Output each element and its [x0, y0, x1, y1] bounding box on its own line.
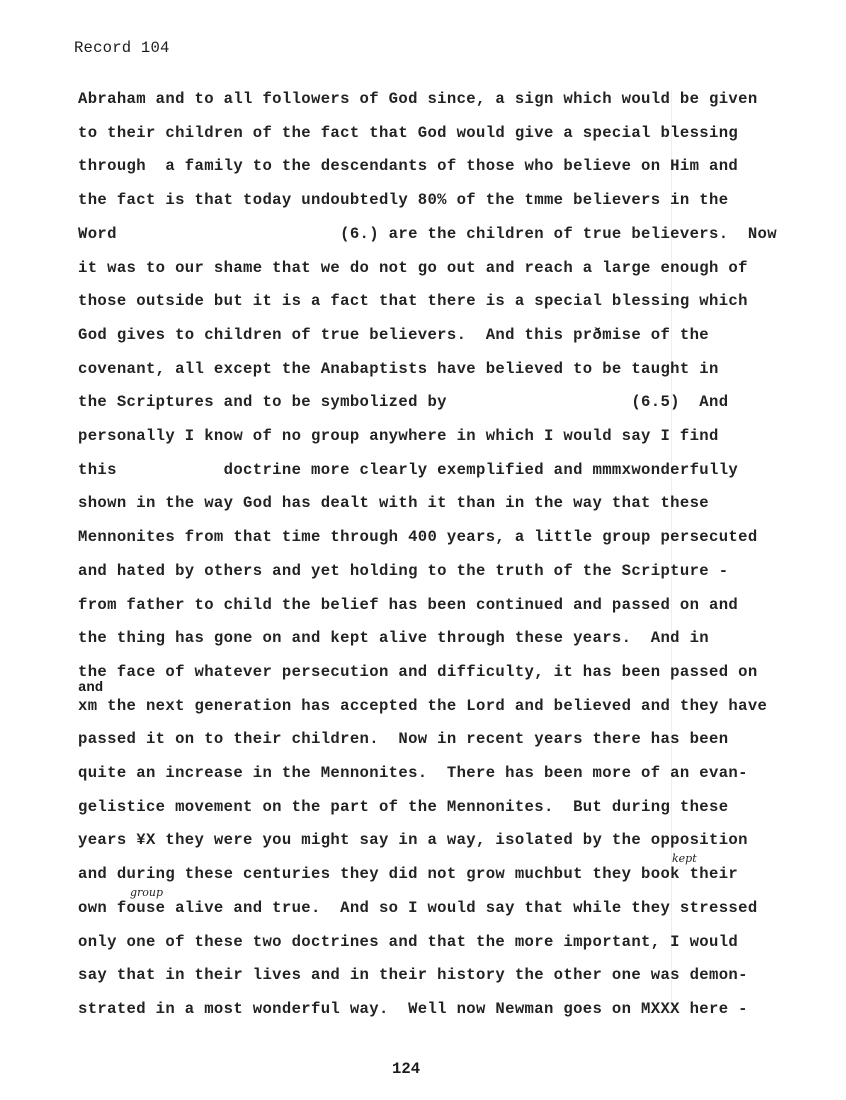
interlinear-insertion: and — [78, 680, 104, 696]
text-line: quite an increase in the Mennonites. There has been more of an evan- — [78, 764, 748, 782]
text-line: Mennonites from that time through 400 years, a little group persecuted — [78, 528, 758, 547]
record-header: Record 104 — [74, 39, 170, 57]
text-line: it was to our shame that we do not go out and reach a large enough of — [78, 258, 748, 277]
text-line: gelistice movement on the part of the Mennonites. But during these — [78, 797, 729, 816]
text-line: covenant, all except the Anabaptists have believed to be taught in — [78, 359, 719, 378]
text-line: to their children of the fact that God would give a special blessing — [78, 123, 739, 142]
text-line: and during these centuries they did not grow muchbut they book their — [78, 865, 739, 884]
text-line: only one of these two doctrines and that the more important, I would — [78, 932, 739, 951]
text-line: through a family to the descendants of those who believe on Him and — [78, 157, 739, 176]
text-line: from father to child the belief has been continued and passed on and — [78, 595, 739, 614]
text-line: the fact is that today undoubtedly 80% of the tmme believers in the — [78, 191, 729, 210]
text-line: the thing has gone on and kept alive through these years. And in — [78, 629, 710, 648]
text-line: passed it on to their children. Now in recent years there has been — [78, 730, 729, 749]
handwritten-correction-group: group — [130, 886, 164, 899]
text-line: God gives to children of true believers. And this prðmise of the — [78, 325, 710, 344]
text-line: this doctrine more clearly exemplified and mmmxwonderfully — [78, 460, 739, 479]
text-line: personally I know of no group anywhere in which I would say I find — [78, 427, 719, 445]
text-line: the face of whatever persecution and difficulty, it has been passed on — [78, 662, 758, 681]
handwritten-correction-kept: kept — [672, 852, 697, 865]
text-line: and hated by others and yet holding to the truth of the Scripture - — [78, 561, 729, 580]
text-line: Abraham and to all followers of God since, a sign which would be given — [78, 90, 758, 108]
text-line: Word (6.) are the children of true believers. Now — [78, 224, 777, 243]
text-line: say that in their lives and in their history the other one was demon- — [78, 966, 748, 985]
text-line: those outside but it is a fact that there is a special blessing which — [78, 292, 748, 311]
page-number: 124 — [392, 1060, 421, 1078]
text-line: years ¥X they were you might say in a way, isolated by the opposition — [78, 831, 748, 850]
text-line: xm the next generation has accepted the Lord and believed and they have — [78, 696, 768, 715]
text-line: own fouse alive and true. And so I would say that while they stressed — [78, 898, 758, 917]
text-line: strated in a most wonderful way. Well now Newman goes on MXXX here - — [78, 999, 748, 1018]
text-line: the Scriptures and to be symbolized by (6.5) And — [78, 393, 729, 412]
text-line: shown in the way God has dealt with it than in the way that these — [78, 494, 710, 513]
